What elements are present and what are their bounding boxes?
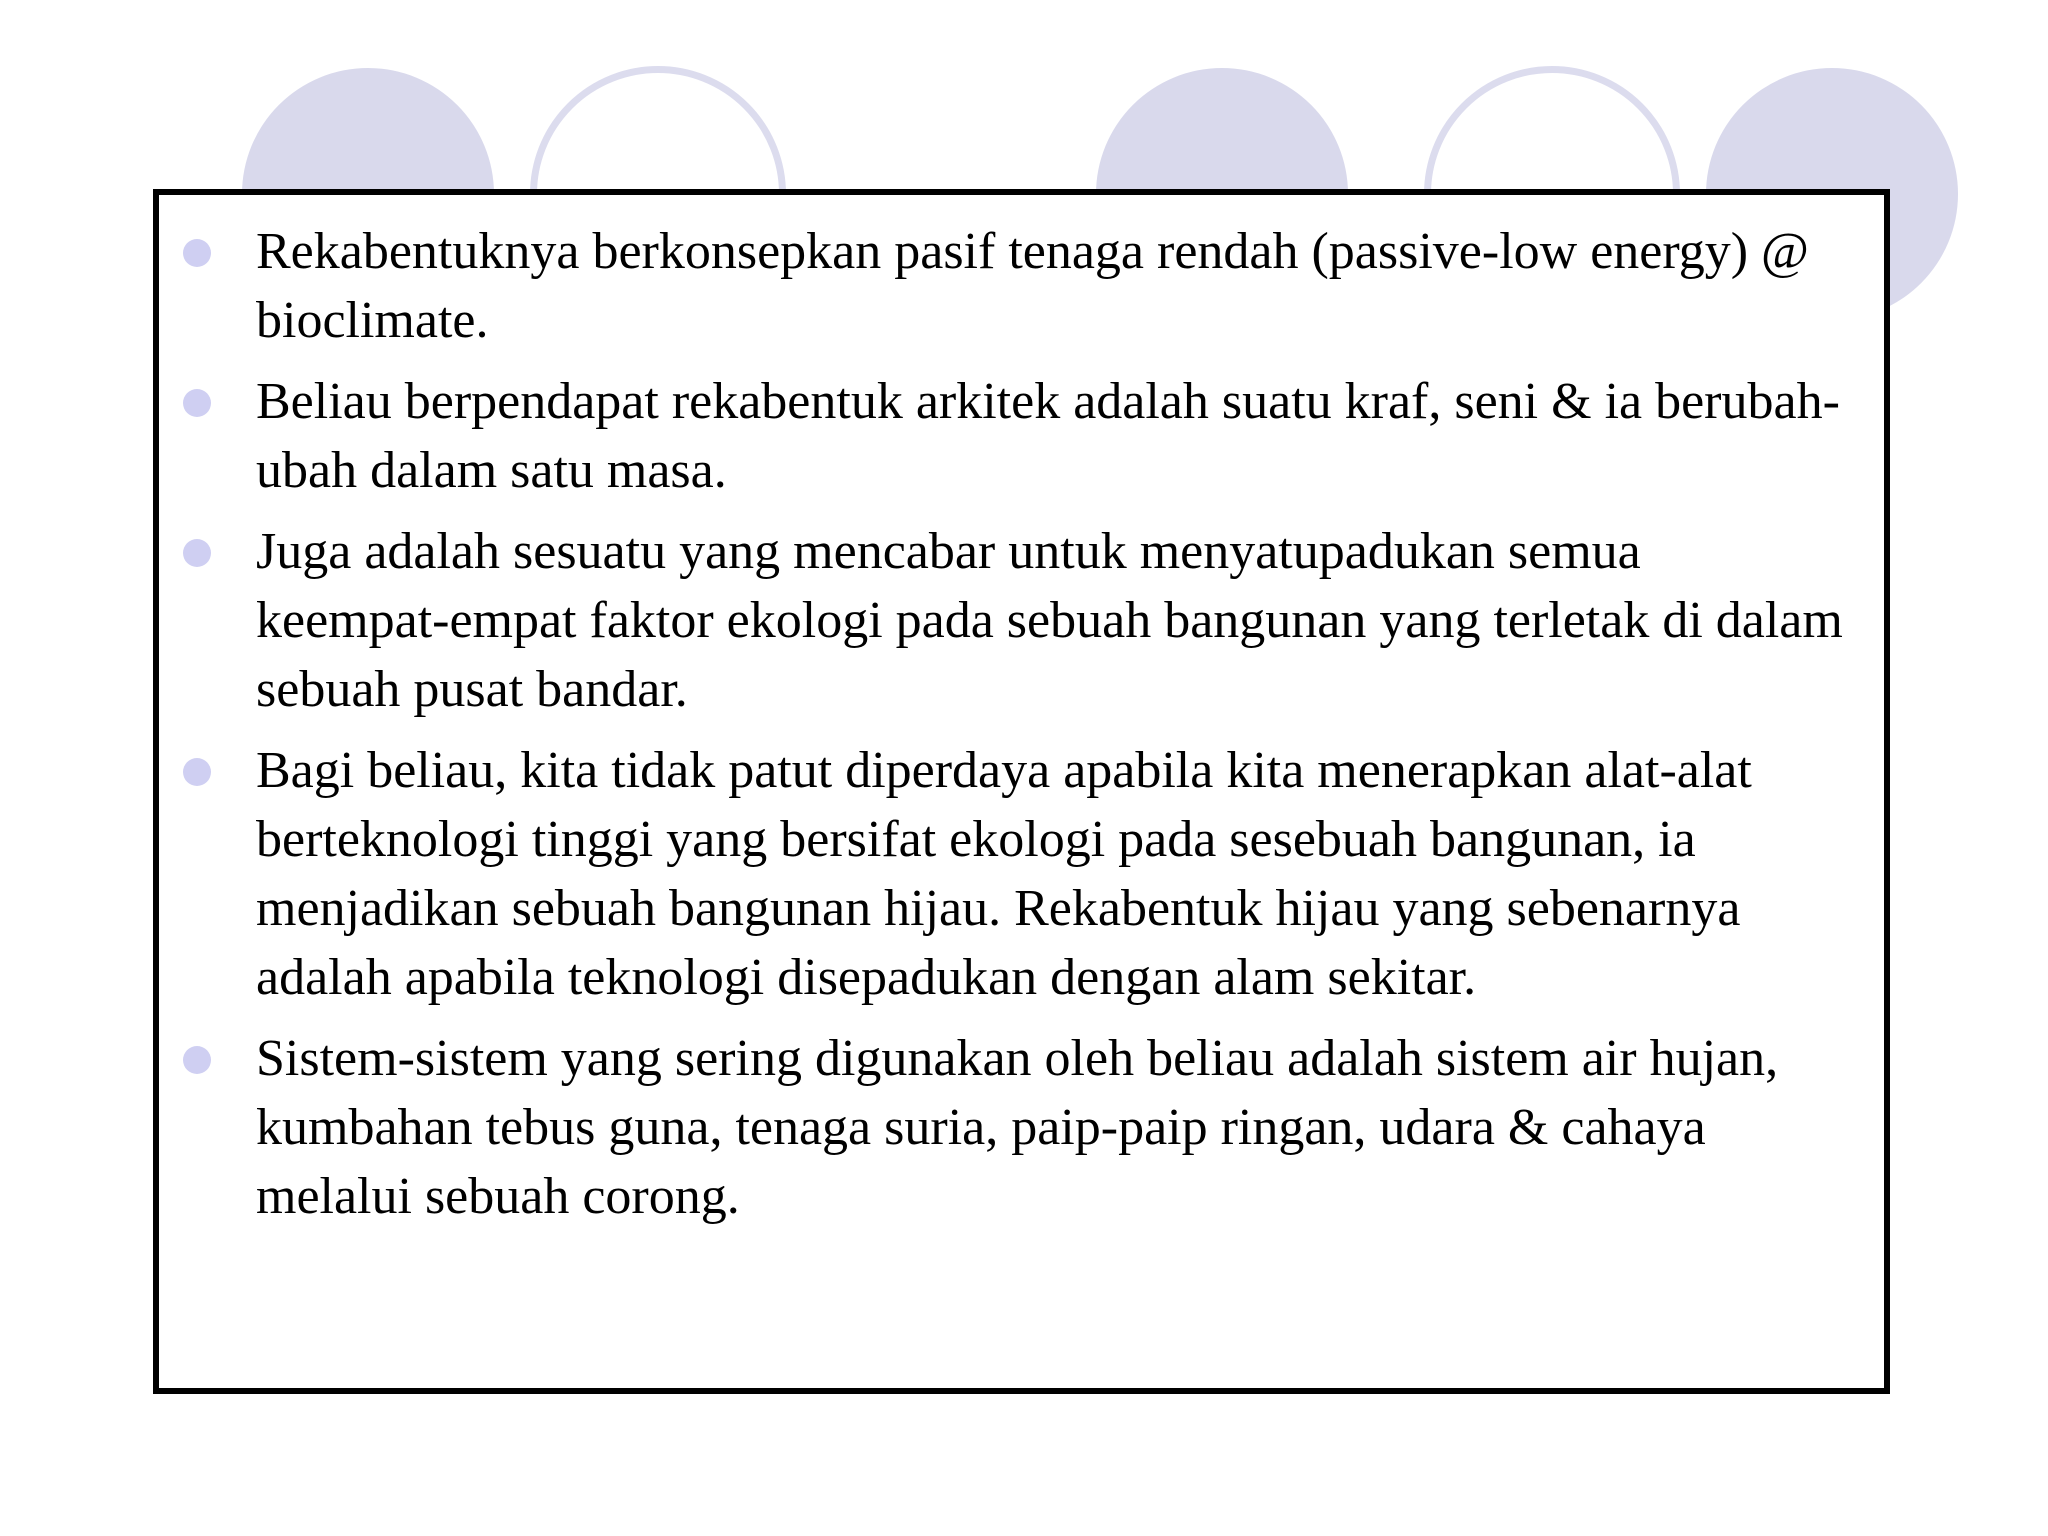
bullet-text: Rekabentuknya berkonsepkan pasif tenaga rendah (passive-low energy) @ bioclimate.	[256, 223, 1809, 349]
bullet-dot-icon	[183, 758, 211, 786]
bullet-item	[159, 367, 1884, 505]
bullet-item	[159, 517, 1884, 724]
bullet-item	[159, 217, 1884, 355]
bullet-text: Juga adalah sesuatu yang mencabar untuk menyatupadukan semua keempat-empat faktor ekologi pada sebuah bangunan yang terletak di dalam sebuah pusat bandar.	[256, 523, 1843, 718]
bullet-text: Beliau berpendapat rekabentuk arkitek adalah suatu kraf, seni & ia berubah-ubah dalam satu masa.	[256, 373, 1840, 499]
bullet-list	[159, 217, 1884, 1243]
bullet-dot-icon	[183, 1046, 211, 1074]
bullet-dot-icon	[183, 389, 211, 417]
bullet-item	[159, 1024, 1884, 1231]
bullet-dot-icon	[183, 539, 211, 567]
bullet-text: Sistem-sistem yang sering digunakan oleh beliau adalah sistem air hujan, kumbahan tebus guna, tenaga suria, paip-paip ringan, udara & cahaya melalui sebuah corong.	[256, 1030, 1779, 1225]
bullet-item	[159, 736, 1884, 1012]
bullet-text: Bagi beliau, kita tidak patut diperdaya apabila kita menerapkan alat-alat berteknologi tinggi yang bersifat ekologi pada sesebuah bangunan, ia menjadikan sebuah bangunan hijau. Rekabentuk hijau yang sebenarnya adalah apabila teknologi disepadukan dengan alam sekitar.	[256, 742, 1752, 1006]
bullet-dot-icon	[183, 239, 211, 267]
content-box	[153, 189, 1890, 1394]
